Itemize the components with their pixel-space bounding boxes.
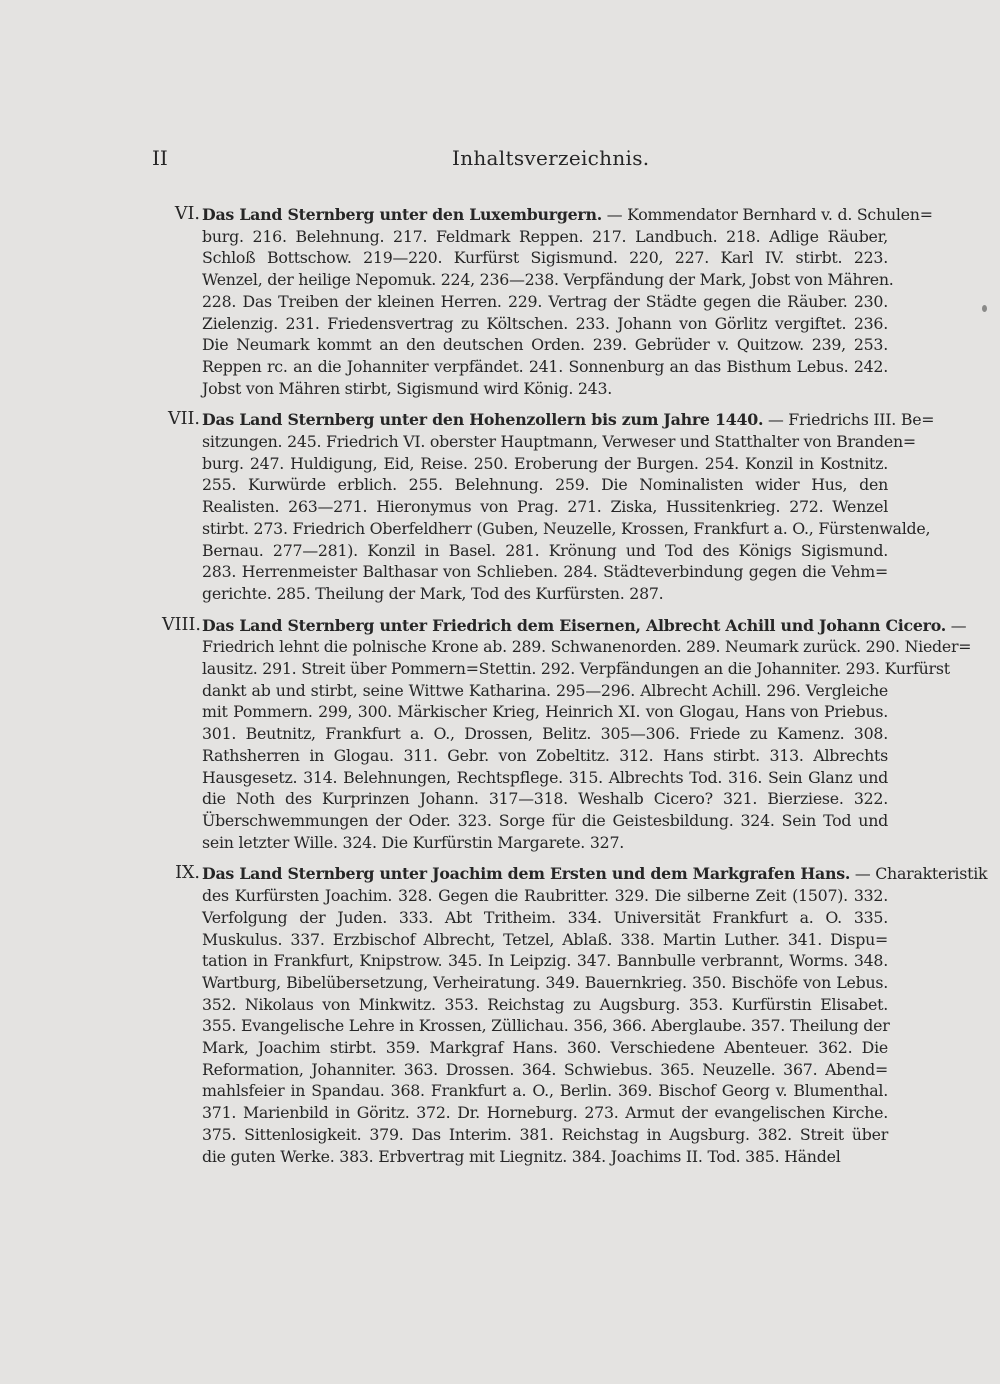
section-text-line xyxy=(202,1124,888,1146)
line-text: lausitz. 291. Streit über Pommern=Stettin. 292. Verpfändungen an die Johanniter. 293. Kurfürst xyxy=(202,659,950,679)
line-text: 375. Sittenlosigkeit. 379. Das Interim. 381. Reichstag in Augsburg. 382. Streit über xyxy=(202,1124,888,1144)
line-text: Reppen rc. an die Johanniter verpfändet. 241. Sonnenburg an das Bisthum Lebus. 242. xyxy=(202,356,888,376)
section-number: VI. xyxy=(174,204,200,224)
line-text: tation in Frankfurt, Knipstrow. 345. In Leipzig. 347. Bannbulle verbrannt, Worms. 348. xyxy=(202,951,888,971)
line-text: Reformation, Johanniter. 363. Drossen. 364. Schwiebus. 365. Neuzelle. 367. Abend= xyxy=(202,1059,888,1079)
table-of-contents xyxy=(0,200,1000,1167)
section-body xyxy=(202,615,972,854)
section-text-line xyxy=(202,929,888,951)
line-text: Bernau. 277—281). Konzil in Basel. 281. Krönung und Tod des Königs Sigismund. xyxy=(202,540,888,560)
section-heading-line xyxy=(202,615,967,637)
page-header xyxy=(152,146,880,176)
section-title-continuation: — Charakteristik xyxy=(850,864,988,884)
running-title: Inhaltsverzeichnis. xyxy=(452,146,650,170)
section-text-line xyxy=(202,378,888,400)
section-text-line xyxy=(202,269,894,291)
section-number: IX. xyxy=(175,863,200,884)
line-text: Schloß Bottschow. 219—220. Kurfürst Sigismund. 220, 227. Karl IV. stirbt. 223. xyxy=(202,248,888,268)
section-text-line xyxy=(202,1102,888,1124)
section-text-line xyxy=(202,788,888,810)
line-text: des Kurfürsten Joachim. 328. Gegen die Raubritter. 329. Die silberne Zeit (1507). 332. xyxy=(202,886,888,906)
section-number: VIII. xyxy=(162,614,201,635)
section-text-line xyxy=(202,907,888,929)
toc-section-viii xyxy=(0,615,1000,854)
line-text: Jobst von Mähren stirbt, Sigismund wird König. 243. xyxy=(202,378,613,398)
line-text: gerichte. 285. Theilung der Mark, Tod des Kurfürsten. 287. xyxy=(202,583,664,603)
section-text-line xyxy=(202,583,888,605)
line-text: 355. Evangelische Lehre in Krossen, Züllichau. 356, 366. Aberglaube. 357. Theilung der xyxy=(202,1016,890,1036)
section-title: Das Land Sternberg unter den Hohenzollern bis zum Jahre 1440. xyxy=(202,410,764,430)
line-text: 255. Kurwürde erblich. 255. Belehnung. 259. Die Nominalisten wider Hus, den xyxy=(202,475,888,495)
line-text: 228. Das Treiben der kleinen Herren. 229. Vertrag der Städte gegen die Räuber. 230. xyxy=(202,291,888,311)
section-text-line xyxy=(202,680,888,702)
section-text-line xyxy=(202,701,888,723)
line-text: Die Neumark kommt an den deutschen Orden. 239. Gebrüder v. Quitzow. 239, 253. xyxy=(202,335,888,355)
line-text: Verfolgung der Juden. 333. Abt Tritheim. 334. Universität Frankfurt a. O. 335. xyxy=(202,907,888,927)
section-text-line xyxy=(202,313,888,335)
section-text-line xyxy=(202,453,888,475)
section-text-line xyxy=(202,334,888,356)
section-text-line xyxy=(202,994,888,1016)
line-text: Zielenzig. 231. Friedensvertrag zu Költschen. 233. Johann von Görlitz vergiftet. 236. xyxy=(202,313,888,333)
section-text-line xyxy=(202,474,888,496)
section-body xyxy=(202,863,988,1167)
line-text: die guten Werke. 383. Erbvertrag mit Liegnitz. 384. Joachims II. Tod. 385. Händel xyxy=(202,1146,841,1166)
section-title-continuation: — Kommendator Bernhard v. d. Schulen= xyxy=(601,205,933,224)
line-text: 371. Marienbild in Göritz. 372. Dr. Horneburg. 273. Armut der evangelischen Kirche. xyxy=(202,1103,888,1123)
line-text: Überschwemmungen der Oder. 323. Sorge für die Geistesbildung. 324. Sein Tod und xyxy=(202,810,888,830)
section-title: Das Land Sternberg unter den Luxemburgern. xyxy=(202,205,602,224)
section-text-line xyxy=(202,431,916,453)
section-body xyxy=(202,204,933,399)
section-text-line xyxy=(202,767,888,789)
section-text-line xyxy=(202,1146,888,1168)
section-text-line xyxy=(202,810,888,832)
line-text: Realisten. 263—271. Hieronymus von Prag. 271. Ziska, Hussitenkrieg. 272. Wenzel xyxy=(202,497,888,517)
section-text-line xyxy=(202,658,950,680)
section-number: VII. xyxy=(167,409,200,430)
section-text-line xyxy=(202,723,888,745)
line-text: sitzungen. 245. Friedrich VI. oberster Hauptmann, Verweser und Statthalter von Branden= xyxy=(202,432,916,452)
line-text: dankt ab und stirbt, seine Wittwe Katharina. 295—296. Albrecht Achill. 296. Vergleiche xyxy=(202,680,888,700)
section-text-line xyxy=(202,950,888,972)
section-heading-line xyxy=(202,204,933,226)
section-text-line xyxy=(202,356,888,378)
line-text: Wartburg, Bibelübersetzung, Verheiratung. 349. Bauernkrieg. 350. Bischöfe von Lebus. xyxy=(202,972,888,992)
paper-speck xyxy=(982,305,987,312)
page-number: II xyxy=(152,146,168,170)
line-text: 301. Beutnitz, Frankfurt a. O., Drossen, Belitz. 305—306. Friede zu Kamenz. 308. xyxy=(202,724,888,744)
line-text: burg. 216. Belehnung. 217. Feldmark Reppen. 217. Landbuch. 218. Adlige Räuber, xyxy=(202,226,888,246)
section-text-line xyxy=(202,1015,888,1037)
line-text: stirbt. 273. Friedrich Oberfeldherr (Guben, Neuzelle, Krossen, Frankfurt a. O., Fürstenwalde, xyxy=(202,518,931,538)
line-text: 283. Herrenmeister Balthasar von Schlieben. 284. Städteverbindung gegen die Vehm= xyxy=(202,562,888,582)
line-text: 352. Nikolaus von Minkwitz. 353. Reichstag zu Augsburg. 353. Kurfürstin Elisabet. xyxy=(202,994,888,1014)
line-text: burg. 247. Huldigung, Eid, Reise. 250. Eroberung der Burgen. 254. Konzil in Kostnitz. xyxy=(202,453,888,473)
section-text-line xyxy=(202,540,888,562)
section-title: Das Land Sternberg unter Friedrich dem Eisernen, Albrecht Achill und Johann Cicero. xyxy=(202,615,947,635)
section-text-line xyxy=(202,745,888,767)
toc-section-vii xyxy=(0,409,1000,604)
section-text-line xyxy=(202,247,888,269)
section-text-line xyxy=(202,291,888,313)
section-text-line xyxy=(202,636,972,658)
toc-section-vi xyxy=(0,204,1000,399)
section-heading-line xyxy=(202,409,935,431)
section-text-line xyxy=(202,226,888,248)
section-text-line xyxy=(202,832,888,854)
section-heading-line xyxy=(202,863,988,885)
section-text-line xyxy=(202,1037,888,1059)
section-text-line xyxy=(202,561,888,583)
line-text: Friedrich lehnt die polnische Krone ab. 289. Schwanenorden. 289. Neumark zurück. 290. Nieder= xyxy=(202,637,972,657)
section-body xyxy=(202,409,935,604)
line-text: Hausgesetz. 314. Belehnungen, Rechtspflege. 315. Albrechts Tod. 316. Sein Glanz und xyxy=(202,767,888,787)
line-text: Mark, Joachim stirbt. 359. Markgraf Hans. 360. Verschiedene Abenteuer. 362. Die xyxy=(202,1038,888,1058)
line-text: Muskulus. 337. Erzbischof Albrecht, Tetzel, Ablaß. 338. Martin Luther. 341. Dispu= xyxy=(202,929,888,949)
section-text-line xyxy=(202,885,888,907)
line-text: Rathsherren in Glogau. 311. Gebr. von Zobeltitz. 312. Hans stirbt. 313. Albrechts xyxy=(202,745,888,765)
section-text-line xyxy=(202,972,888,994)
section-title-continuation: — xyxy=(946,615,967,635)
toc-section-ix xyxy=(0,863,1000,1167)
section-text-line xyxy=(202,496,888,518)
line-text: mit Pommern. 299, 300. Märkischer Krieg, Heinrich XI. von Glogau, Hans von Priebus. xyxy=(202,702,888,722)
section-text-line xyxy=(202,1059,888,1081)
line-text: sein letzter Wille. 324. Die Kurfürstin Margarete. 327. xyxy=(202,832,625,852)
section-text-line xyxy=(202,518,931,540)
line-text: Wenzel, der heilige Nepomuk. 224, 236—238. Verpfändung der Mark, Jobst von Mähren. xyxy=(202,270,894,290)
line-text: mahlsfeier in Spandau. 368. Frankfurt a. O., Berlin. 369. Bischof Georg v. Blumenthal. xyxy=(202,1081,888,1101)
section-title: Das Land Sternberg unter Joachim dem Ersten und dem Markgrafen Hans. xyxy=(202,864,851,884)
section-text-line xyxy=(202,1080,888,1102)
line-text: die Noth des Kurprinzen Johann. 317—318. Weshalb Cicero? 321. Bierziese. 322. xyxy=(202,789,888,809)
section-title-continuation: — Friedrichs III. Be= xyxy=(763,410,935,430)
